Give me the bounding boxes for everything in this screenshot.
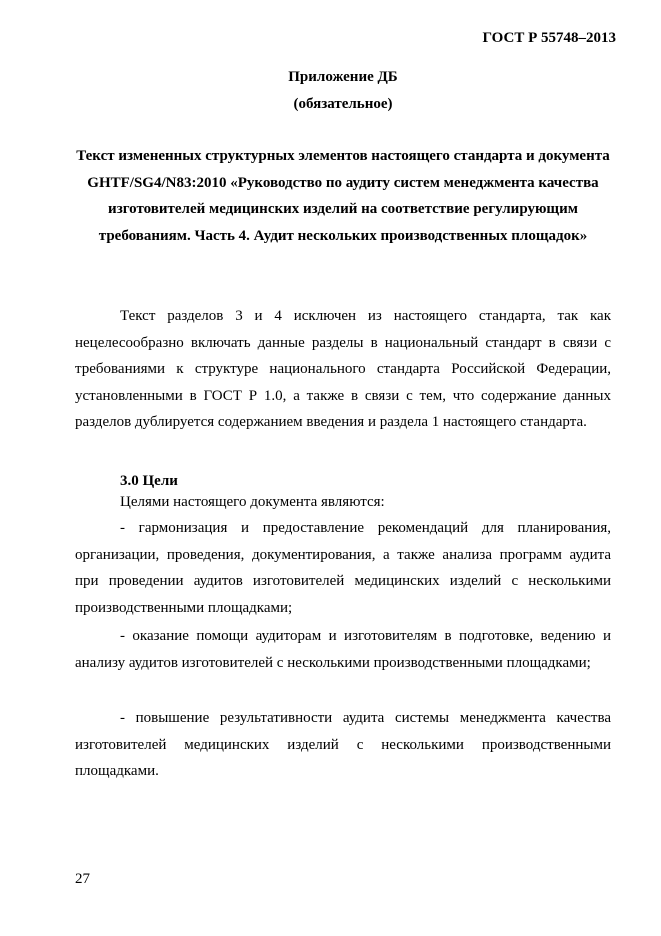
goal-item: - оказание помощи аудиторам и изготовителям в подготовке, ведению и анализу аудитов изготовителей с несколькими производственными площадками; bbox=[75, 628, 611, 671]
goal-item: - повышение результативности аудита системы менеджмента качества изготовителей медицинских изделий с несколькими производственными площадками. bbox=[75, 710, 611, 780]
document-code: ГОСТ Р 55748–2013 bbox=[482, 30, 616, 46]
intro-paragraph: Текст разделов 3 и 4 исключен из настоящего стандарта, так как нецелесообразно включать данные разделы в национальный стандарт в связи с требованиями к структуре национального стандарта Российской Федерации, установленными в ГОСТ Р 1.0, а также в связи с тем, что содержание данных разделов дублируется содержанием введения и раздела 1 настоящего стандарта. bbox=[75, 308, 611, 431]
goals-intro: Целями настоящего документа являются: bbox=[120, 494, 385, 510]
appendix-status: (обязательное) bbox=[293, 96, 393, 112]
page-number: 27 bbox=[75, 871, 90, 887]
appendix-title: Приложение ДБ bbox=[288, 69, 398, 85]
section-heading: 3.0 Цели bbox=[120, 473, 178, 489]
annex-title: Текст измененных структурных элементов настоящего стандарта и документа GHTF/SG4/N83:2010 «Руководство по аудиту систем менеджмента качества изготовителей медицинских изделий на соответствие регулирующим требованиям. Часть 4. Аудит нескольких производственных площадок» bbox=[76, 148, 610, 244]
goal-item: - гармонизация и предоставление рекомендаций для планирования, организации, проведения, документирования, а также анализа программ аудита при проведении аудитов изготовителей медицинских изделий с несколькими производственными площадками; bbox=[75, 520, 611, 616]
